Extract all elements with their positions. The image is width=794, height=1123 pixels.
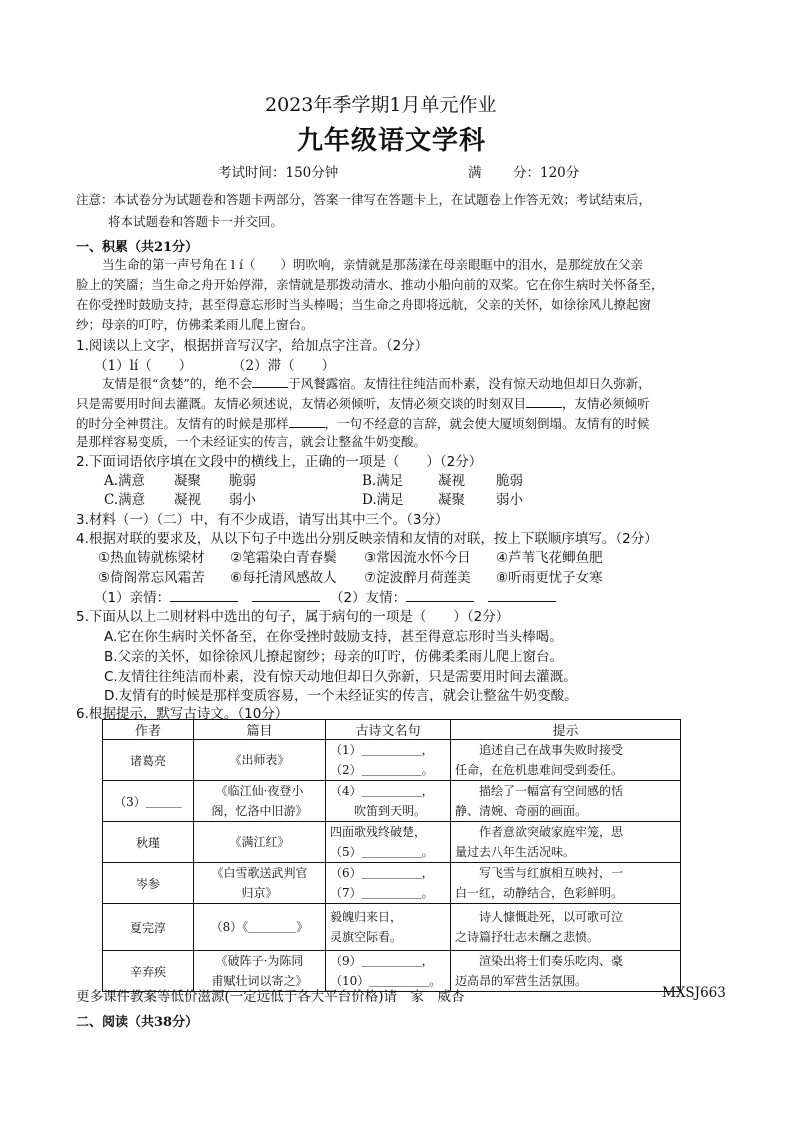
hint-cell: 追述自己在战事失败时接受 任命，在危机患难间受到委任。: [451, 740, 681, 781]
lines-cell: （1）＿＿＿＿＿， （2）＿＿＿＿＿。: [326, 740, 451, 781]
title-cell: 《临江仙·夜登小 阁，忆洛中旧游》: [194, 781, 326, 822]
title-cell: （8）《＿＿＿＿》: [194, 904, 326, 951]
answer-blank: [252, 587, 320, 602]
notice-line-1: 注意：本试卷分为试题卷和答题卡两部分，答案一律写在答题卡上，在试题卷上作答无效；考试结束后，: [76, 192, 652, 207]
passage1-line: 脸上的笑靥；当生命之舟开始停滞，亲情就是那拨动清水、推动小船向前的双桨。它在你生病时关怀备至，: [76, 277, 664, 292]
question-1-item-b: （2）滞（ ）: [232, 358, 336, 374]
footer-ad-text: 更多课件教案等低价滋源(一定远低于各大平台价格)请 家 威杏: [76, 989, 465, 1005]
option-text: 凝视: [438, 473, 465, 489]
author-cell: 辛弃疾: [103, 951, 194, 992]
author-cell: 秋瑾: [103, 822, 194, 863]
question-4: 4.根据对联的要求及，从以下句子中选出分别反映亲情和友情的对联，按上下联顺序填写。（2分）: [76, 531, 658, 547]
couplet-option: ①热血铸就栋梁材: [98, 550, 205, 566]
poem-recitation-table: [102, 719, 681, 992]
notice-line-2: 将本试题卷和答题卡一并交回。: [108, 214, 284, 229]
table-row: [103, 904, 681, 951]
score-label: 满: [468, 165, 482, 181]
exam-time: 考试时间：150分钟: [218, 165, 339, 181]
table-header: 篇目: [194, 720, 326, 740]
answer-line-kinship: （1）亲情：: [94, 586, 320, 606]
answer-blank: [488, 587, 556, 602]
option-text: D.满足: [362, 492, 404, 508]
answer-line-friendship: （2）友情：: [330, 586, 556, 606]
question-3: 3.材料（一）（二）中，有不少成语，请写出其中三个。（3分）: [76, 512, 449, 528]
passage1-line: 在你受挫时鼓励支持，甚至得意忘形时当头棒喝；当生命之舟即将远航，父亲的关怀，如徐徐风儿撩起窗: [76, 297, 652, 312]
table-header-row: [103, 720, 681, 740]
lines-cell: 四面歌残终破楚， （5）＿＿＿＿＿。: [326, 822, 451, 863]
hint-cell: 描绘了一幅富有空间感的恬 静、清婉、奇丽的画面。: [451, 781, 681, 822]
hint-cell: 作者意欲突破家庭牢笼，思 量过去八年生活况味。: [451, 822, 681, 863]
exam-header-line: 2023年季学期1月单元作业: [265, 94, 497, 116]
answer-blank: [170, 587, 238, 602]
option-text: 弱小: [229, 492, 256, 508]
couplet-option: ④芦苇飞花鲫鱼肥: [496, 550, 603, 566]
question-5-option: B.父亲的关怀，如徐徐风儿撩起窗纱；母亲的叮咛，仿佛柔柔雨儿爬上窗台。: [104, 649, 564, 665]
question-1: 1.阅读以上文字，根据拼音写汉字，给加点字注音。（2分）: [76, 338, 429, 354]
author-cell: 岑参: [103, 863, 194, 904]
page-title: 九年级语文学科: [297, 126, 487, 156]
question-2: 2.下面词语依序填在文段中的横线上，正确的一项是（ ）（2分）: [76, 454, 483, 470]
question-6: 6.根据提示，默写古诗文。（10分）: [76, 706, 289, 722]
hint-cell: 写飞雪与红旗相互映衬，一 白一红，动静结合，色彩鲜明。: [451, 863, 681, 904]
passage2-line: 只是需要用时间去灌溉。友情必须述说，友情必须倾听，友情必须交谈的时刻双目 ，友情必须倾听: [76, 393, 650, 414]
hint-cell: 诗人慷慨赴死，以可歌可泣 之诗篇抒壮志未酬之悲愤。: [451, 904, 681, 951]
fill-blank: [289, 413, 325, 428]
option-text: 脆弱: [496, 473, 523, 489]
title-cell: 《出师表》: [194, 740, 326, 781]
author-cell: （3）＿＿＿: [103, 781, 194, 822]
section-heading-1: 一、积累（共21分）: [76, 240, 199, 255]
question-5-option: A.它在你生病时关怀备至，在你受挫时鼓励支持，甚至得意忘形时当头棒喝。: [104, 629, 563, 645]
option-text: B.满足: [362, 473, 404, 489]
table-header: 作者: [103, 720, 194, 740]
footer-code: MXSJ663: [662, 985, 726, 1001]
table-header: 古诗文名句: [326, 720, 451, 740]
section-heading-2: 二、阅读（共38分）: [76, 1015, 199, 1030]
option-text: 弱小: [496, 492, 523, 508]
passage1-line: 当生命的第一声号角在 l í（ ）明吹响，亲情就是那荡漾在母亲眼眶中的泪水，是那绽放在父亲: [102, 257, 643, 272]
option-text: 凝聚: [438, 492, 465, 508]
table-row: [103, 863, 681, 904]
title-cell: 《白雪歌送武判官 归京》: [194, 863, 326, 904]
question-5-option: C.友情往往纯洁而朴素，没有惊天动地但却日久弥新，只是需要用时间去灌溉。: [104, 669, 577, 685]
fill-blank: [252, 373, 288, 388]
couplet-option: ⑦淀波醉月荷莲美: [364, 570, 471, 586]
lines-cell: （9）＿＿＿＿＿， （10）＿＿＿＿＿。: [326, 951, 451, 992]
answer-blank: [406, 587, 474, 602]
passage2-line: 是那样容易变质，一个未经证实的传言，就会让整盆牛奶变酸。: [76, 434, 427, 449]
passage2-line: 友情是很“贪婪”的，绝不会 于风餐露宿。友情往往纯洁而朴素，没有惊天动地但却日久弥新，: [102, 373, 651, 394]
question-5: 5.下面从以上二则材料中选出的句子，属于病句的一项是（ ）（2分）: [76, 609, 510, 625]
couplet-option: ⑧听雨更忧子女寒: [496, 570, 603, 586]
lines-cell: 毅魄归来日， 灵旗空际看。: [326, 904, 451, 951]
passage2-line: 的时分全神贯注。友情有的时候是那样 ，一句不经意的言辞，就会使大厦顷刻倒塌。友情有的时候: [76, 413, 650, 434]
couplet-option: ③常因流水怀今日: [364, 550, 471, 566]
table-row: [103, 822, 681, 863]
table-row: [103, 740, 681, 781]
lines-cell: （6）＿＿＿＿＿， （7）＿＿＿＿＿。: [326, 863, 451, 904]
option-text: A.满意: [104, 473, 146, 489]
lines-cell: （4）＿＿＿＿＿， 吹笛到天明。: [326, 781, 451, 822]
couplet-option: ⑤倚阁常忘风霜苦: [98, 570, 205, 586]
couplet-option: ②笔霜染白青春鬓: [230, 550, 337, 566]
author-cell: 诸葛亮: [103, 740, 194, 781]
score-value: 分：120分: [513, 165, 580, 181]
option-text: 凝聚: [174, 473, 201, 489]
fill-blank: [526, 393, 562, 408]
table-row: [103, 781, 681, 822]
author-cell: 夏完淳: [103, 904, 194, 951]
passage1-line: 纱；母亲的叮咛，仿佛柔柔雨儿爬上窗台。: [76, 317, 314, 332]
option-text: 脆弱: [229, 473, 256, 489]
table-header: 提示: [451, 720, 681, 740]
question-1-item-a: （1）lí（ ）: [94, 358, 193, 374]
couplet-option: ⑥每托清风感故人: [230, 570, 337, 586]
title-cell: 《满江红》: [194, 822, 326, 863]
option-text: 凝视: [174, 492, 201, 508]
title-cell: 《破阵子·为陈同 甫赋壮词以寄之》: [194, 951, 326, 992]
option-text: C.满意: [104, 492, 146, 508]
question-5-option: D.友情有的时候是那样变质容易，一个未经证实的传言，就会让整盆牛奶变酸。: [104, 688, 578, 704]
hint-cell: 渲染出将士们奏乐吃肉、豪 迈高昂的军营生活氛围。: [451, 951, 681, 992]
